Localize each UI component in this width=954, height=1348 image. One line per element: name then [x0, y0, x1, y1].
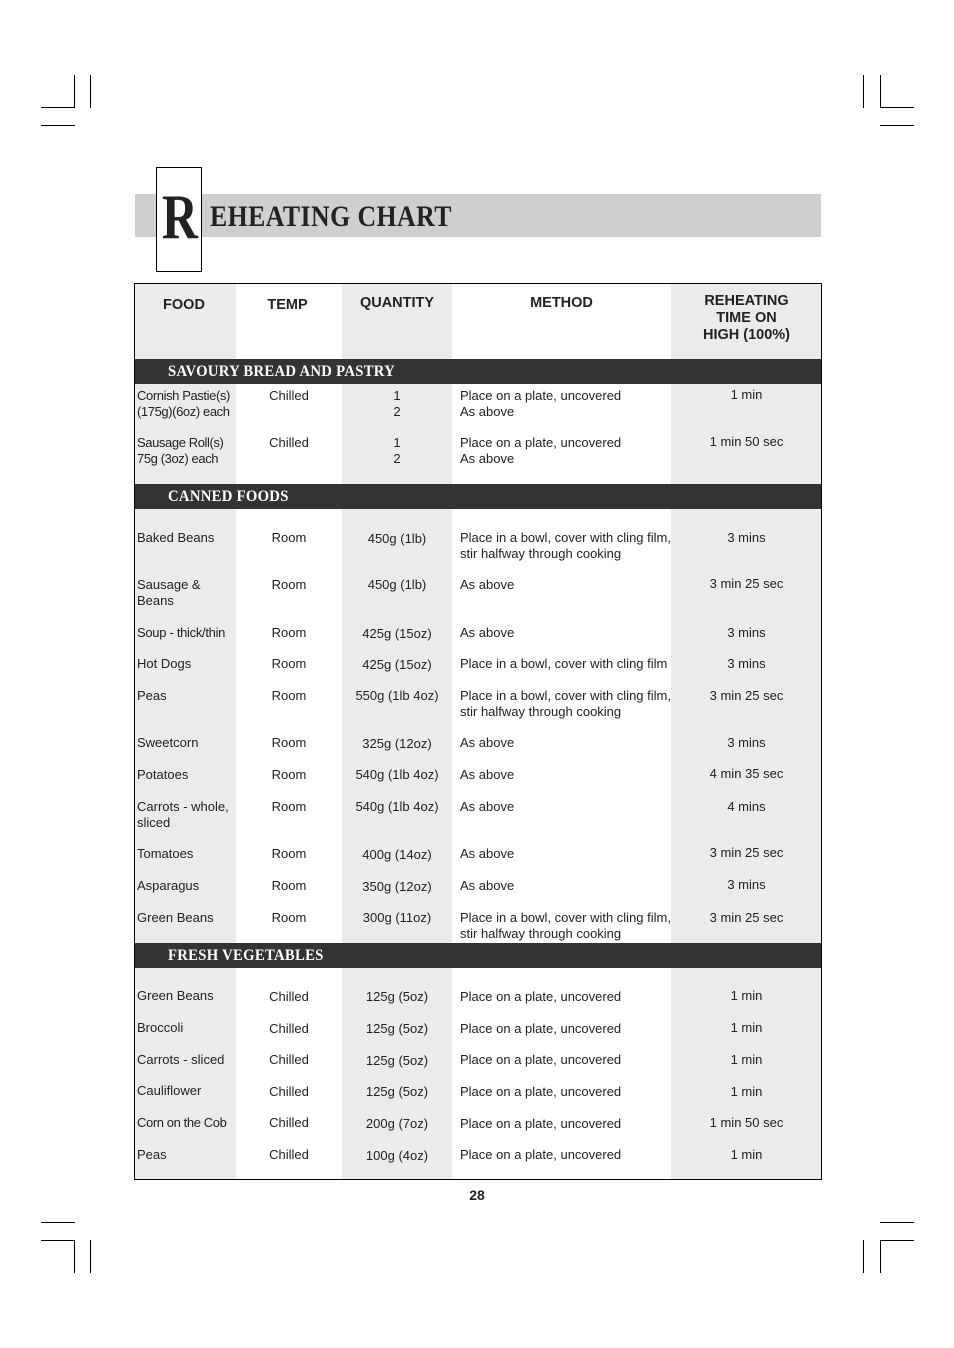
- crop-mark: [90, 75, 91, 108]
- food-name: Sausage &: [137, 577, 201, 592]
- qty-cell: 540g (1lb 4oz): [355, 767, 439, 782]
- method-cell: Place on a plate, uncovered: [460, 435, 622, 450]
- time-cell: 1 min 50 sec: [709, 434, 784, 449]
- food-name: Peas: [137, 688, 167, 703]
- crop-mark: [863, 1240, 864, 1273]
- food-name: Corn on the Cob: [137, 1115, 227, 1130]
- method-cell: Place in a bowl, cover with cling film,: [460, 910, 671, 925]
- qty-cell: 200g (7oz): [365, 1116, 429, 1131]
- crop-mark: [880, 75, 881, 108]
- time-cell: 4 mins: [727, 799, 766, 814]
- qty-cell: 125g (5oz): [365, 1084, 429, 1099]
- food-name: Carrots - sliced: [137, 1052, 225, 1067]
- qty-cell: 125g (5oz): [365, 989, 429, 1004]
- temp-cell: Room: [271, 530, 307, 545]
- food-name: Sweetcorn: [137, 735, 199, 750]
- temp-cell: Room: [271, 688, 307, 703]
- temp-cell: Room: [271, 625, 307, 640]
- crop-mark: [90, 1240, 91, 1273]
- time-cell: 1 min: [730, 988, 763, 1003]
- temp-cell: Room: [271, 846, 307, 861]
- time-cell: 4 min 35 sec: [709, 766, 784, 781]
- time-cell: 3 mins: [727, 877, 766, 892]
- crop-mark: [41, 1240, 75, 1241]
- food-name: Cauliflower: [137, 1083, 202, 1098]
- qty-cell: 425g (15oz): [362, 657, 432, 672]
- time-cell: 1 min: [730, 1147, 763, 1162]
- qty-cell: 100g (4oz): [365, 1148, 429, 1163]
- crop-mark: [74, 75, 75, 108]
- time-cell: 1 min: [730, 1052, 763, 1067]
- food-name: Soup - thick/thin: [137, 625, 226, 640]
- method-cell: As above: [460, 625, 515, 640]
- temp-cell: Chilled: [269, 1052, 309, 1067]
- qty-cell: 300g (11oz): [362, 910, 432, 925]
- time-column-shade: [671, 284, 822, 1179]
- method-cell: As above: [460, 878, 515, 893]
- temp-cell: Chilled: [269, 435, 309, 450]
- method-cell: Place on a plate, uncovered: [460, 1147, 622, 1162]
- temp-cell: Chilled: [269, 1115, 309, 1130]
- time-cell: 3 mins: [727, 735, 766, 750]
- qty-cell: 1: [393, 435, 401, 450]
- section-header-savoury: [135, 359, 821, 384]
- method-cell: Place on a plate, uncovered: [460, 1052, 622, 1067]
- food-name: Baked Beans: [137, 530, 215, 545]
- food-detail: (175g)(6oz) each: [137, 404, 230, 420]
- section-header-fresh: [135, 943, 821, 968]
- food-name: Cornish Pastie(s): [137, 388, 230, 403]
- temp-cell: Room: [271, 735, 307, 750]
- crop-mark: [41, 125, 75, 126]
- method-cell: stir halfway through cooking: [460, 546, 622, 562]
- food-name: Potatoes: [137, 767, 189, 782]
- crop-mark: [74, 1240, 75, 1273]
- method-cell: As above: [460, 767, 515, 782]
- food-detail: sliced: [137, 815, 171, 831]
- temp-cell: Room: [271, 878, 307, 893]
- food-name: Green Beans: [137, 988, 214, 1003]
- qty-cell: 540g (1lb 4oz): [355, 799, 439, 814]
- food-name: Carrots - whole,: [137, 799, 229, 814]
- qty-cell: 550g (1lb 4oz): [355, 688, 439, 703]
- temp-cell: Chilled: [269, 989, 309, 1004]
- food-name: Tomatoes: [137, 846, 194, 861]
- time-cell: 1 min: [730, 1084, 763, 1099]
- food-detail: 75g (3oz) each: [137, 451, 219, 467]
- title-initial-box: [156, 167, 202, 272]
- time-cell: 1 min 50 sec: [709, 1115, 784, 1130]
- crop-mark: [41, 107, 75, 108]
- food-detail: Beans: [137, 593, 174, 609]
- qty-cell: 125g (5oz): [365, 1053, 429, 1068]
- qty-cell: 1: [393, 388, 401, 403]
- food-name: Asparagus: [137, 878, 200, 893]
- method-cell: Place on a plate, uncovered: [460, 989, 622, 1004]
- temp-cell: Room: [271, 767, 307, 782]
- temp-cell: Chilled: [269, 388, 309, 403]
- time-cell: 3 min 25 sec: [709, 688, 784, 703]
- time-cell: 3 mins: [727, 656, 766, 671]
- time-cell: 1 min: [730, 387, 763, 402]
- crop-mark: [880, 107, 914, 108]
- crop-mark: [41, 1222, 75, 1223]
- qty-cell: 425g (15oz): [362, 626, 432, 641]
- method-cell: Place in a bowl, cover with cling film: [460, 656, 668, 671]
- header-time-line: HIGH (100%): [702, 327, 791, 343]
- temp-cell: Chilled: [269, 1084, 309, 1099]
- method-cell: Place on a plate, uncovered: [460, 1116, 622, 1131]
- method-cell: As above: [460, 799, 515, 814]
- method-cell: As above: [460, 846, 515, 861]
- header-method: METHOD: [530, 295, 593, 311]
- temp-cell: Chilled: [269, 1147, 309, 1162]
- crop-mark: [880, 125, 914, 126]
- header-time-line: TIME ON: [716, 310, 777, 326]
- qty-cell: 450g (1lb): [367, 577, 427, 592]
- method-cell: As above: [460, 451, 515, 467]
- temp-cell: Room: [271, 910, 307, 925]
- crop-mark: [863, 75, 864, 108]
- header-time-line: REHEATING: [704, 293, 789, 309]
- time-cell: 3 mins: [727, 625, 766, 640]
- time-cell: 3 mins: [727, 530, 766, 545]
- method-cell: As above: [460, 404, 515, 420]
- food-name: Sausage Roll(s): [137, 435, 224, 450]
- section-header-canned: [135, 484, 821, 509]
- page-number: 28: [469, 1187, 485, 1203]
- section-title: FRESH VEGETABLES: [168, 947, 324, 964]
- method-cell: As above: [460, 735, 515, 750]
- method-cell: Place in a bowl, cover with cling film,: [460, 530, 671, 545]
- time-cell: 3 min 25 sec: [709, 845, 784, 860]
- reheating-table: [134, 283, 822, 1180]
- qty-cell: 125g (5oz): [365, 1021, 429, 1036]
- qty-cell: 450g (1lb): [367, 531, 427, 546]
- method-cell: Place on a plate, uncovered: [460, 388, 622, 403]
- qty-cell: 325g (12oz): [362, 736, 432, 751]
- method-cell: Place on a plate, uncovered: [460, 1021, 622, 1036]
- method-cell: Place on a plate, uncovered: [460, 1084, 622, 1099]
- temp-cell: Room: [271, 656, 307, 671]
- page-title: EHEATING CHART: [210, 200, 452, 233]
- food-name: Broccoli: [137, 1020, 184, 1035]
- method-cell: Place in a bowl, cover with cling film,: [460, 688, 671, 703]
- method-cell: stir halfway through cooking: [460, 926, 622, 942]
- food-name: Green Beans: [137, 910, 214, 925]
- header-quantity: QUANTITY: [359, 295, 435, 311]
- header-time: [671, 293, 822, 344]
- title-initial: R: [161, 181, 198, 252]
- qty-cell: 350g (12oz): [362, 879, 432, 894]
- qty-cell: 2: [393, 404, 401, 420]
- header-food: FOOD: [163, 297, 205, 313]
- crop-mark: [880, 1240, 914, 1241]
- qty-cell: 2: [393, 451, 401, 467]
- time-cell: 1 min: [730, 1020, 763, 1035]
- crop-mark: [880, 1222, 914, 1223]
- temp-cell: Room: [271, 577, 307, 592]
- food-name: Peas: [137, 1147, 167, 1162]
- header-temp: TEMP: [267, 297, 308, 313]
- section-title: SAVOURY BREAD AND PASTRY: [168, 363, 396, 380]
- section-title: CANNED FOODS: [168, 488, 289, 505]
- method-cell: stir halfway through cooking: [460, 704, 622, 720]
- qty-cell: 400g (14oz): [362, 847, 432, 862]
- method-cell: As above: [460, 577, 515, 592]
- time-cell: 3 min 25 sec: [709, 910, 784, 925]
- crop-mark: [880, 1240, 881, 1273]
- time-cell: 3 min 25 sec: [709, 576, 784, 591]
- temp-cell: Chilled: [269, 1021, 309, 1036]
- temp-cell: Room: [271, 799, 307, 814]
- food-name: Hot Dogs: [137, 656, 192, 671]
